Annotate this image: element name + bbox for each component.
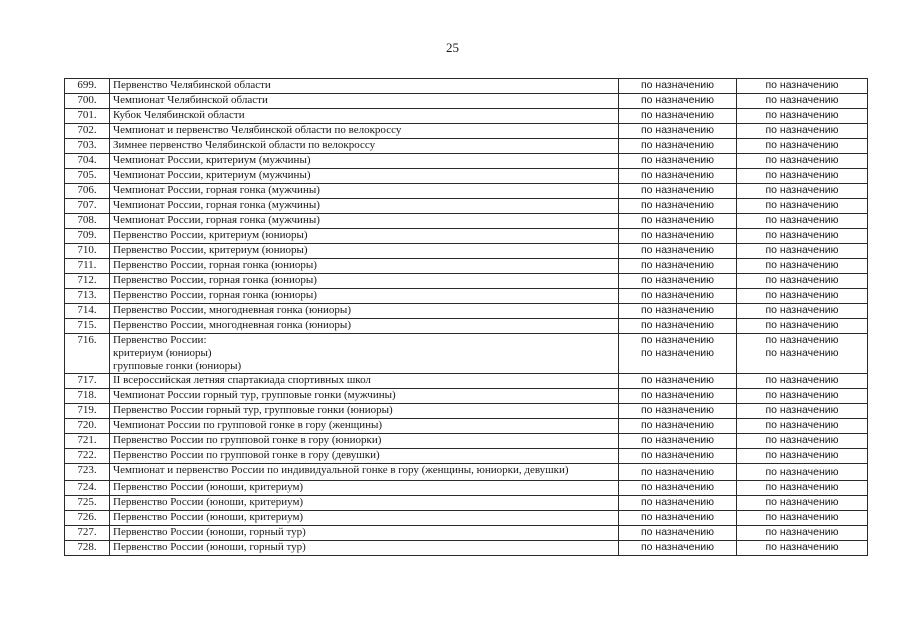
row-name: Чемпионат России по групповой гонке в гору (женщины): [110, 419, 619, 434]
row-col2: по назначению: [737, 419, 868, 434]
table-row: [65, 79, 868, 94]
row-name: II всероссийская летняя спартакиада спортивных школ: [110, 374, 619, 389]
row-col1: по назначению: [619, 229, 737, 244]
row-name: Чемпионат России горный тур, групповые гонки (мужчины): [110, 389, 619, 404]
row-col1: по назначению: [619, 404, 737, 419]
row-name-line: групповые гонки (юниоры): [113, 360, 242, 372]
table-section-716: [65, 334, 868, 374]
row-col2: по назначению: [737, 169, 868, 184]
row-number: 708.: [65, 214, 110, 229]
competition-table: [64, 78, 868, 556]
row-col2: по назначению: [737, 214, 868, 229]
row-col2: по назначению: [737, 124, 868, 139]
row-name: Первенство России, критериум (юниоры): [110, 229, 619, 244]
row-col2: по назначению: [737, 79, 868, 94]
row-col2: по назначению: [737, 94, 868, 109]
row-col1: по назначению: [619, 481, 737, 496]
row-col2: по назначению: [737, 199, 868, 214]
row-col2: по назначению: [737, 434, 868, 449]
table-row: [65, 526, 868, 541]
table-row: [65, 274, 868, 289]
table-row: [65, 139, 868, 154]
row-name: Первенство России (юноши, критериум): [110, 496, 619, 511]
row-col1: по назначению: [619, 374, 737, 389]
row-name: Первенство России, горная гонка (юниоры): [110, 289, 619, 304]
row-col1: по назначению: [619, 434, 737, 449]
table-row: [65, 404, 868, 419]
row-name: Первенство России горный тур, групповые гонки (юниоры): [110, 404, 619, 419]
row-col2: по назначению: [737, 481, 868, 496]
row-number: 704.: [65, 154, 110, 169]
row-number: 706.: [65, 184, 110, 199]
row-number: 700.: [65, 94, 110, 109]
row-col1: по назначению: [619, 199, 737, 214]
row-name-line: критериум (юниоры): [113, 347, 212, 359]
row-col1: по назначению: [619, 496, 737, 511]
table-row: [65, 434, 868, 449]
row-col1: по назначению: [619, 274, 737, 289]
row-number: 722.: [65, 449, 110, 464]
row-name: Первенство России, горная гонка (юниоры): [110, 274, 619, 289]
row-number: 709.: [65, 229, 110, 244]
row-name: Чемпионат России, критериум (мужчины): [110, 154, 619, 169]
row-col1: по назначению: [619, 259, 737, 274]
row-number: 711.: [65, 259, 110, 274]
table-row: [65, 94, 868, 109]
row-col2: по назначению: [737, 304, 868, 319]
row-number: 714.: [65, 304, 110, 319]
table-row: [65, 169, 868, 184]
row-name: Первенство России по групповой гонке в гору (девушки): [110, 449, 619, 464]
row-name: Зимнее первенство Челябинской области по велокроссу: [110, 139, 619, 154]
row-col2: по назначению: [737, 464, 868, 481]
table-row: [65, 259, 868, 274]
row-col1: по назначению: [619, 154, 737, 169]
row-col1: по назначению: [619, 289, 737, 304]
row-col2: по назначению: [737, 289, 868, 304]
table-row: [65, 214, 868, 229]
table-row: [65, 464, 868, 481]
table-row: [65, 511, 868, 526]
row-col2: по назначению: [737, 319, 868, 334]
row-name: Первенство России, критериум (юниоры): [110, 244, 619, 259]
row-number: 712.: [65, 274, 110, 289]
row-col1: по назначению: [619, 244, 737, 259]
table-section-a: [65, 79, 868, 334]
row-col2: по назначению: [737, 496, 868, 511]
row-number: 725.: [65, 496, 110, 511]
row-col1: по назначению: [619, 214, 737, 229]
row-col1: по назначению: [619, 319, 737, 334]
table-section-723: [65, 464, 868, 481]
row-col1: по назначению: [619, 389, 737, 404]
row-col1: по назначению: [619, 124, 737, 139]
row-number: 701.: [65, 109, 110, 124]
row-col1: по назначению: [619, 169, 737, 184]
row-name-line: Первенство России:: [113, 334, 207, 346]
row-col2: по назначению: [737, 154, 868, 169]
row-col1: по назначению: [619, 79, 737, 94]
row-number: 703.: [65, 139, 110, 154]
row-name: Чемпионат России, критериум (мужчины): [110, 169, 619, 184]
row-number: 702.: [65, 124, 110, 139]
row-number: 699.: [65, 79, 110, 94]
row-name: Чемпионат России, горная гонка (мужчины): [110, 214, 619, 229]
row-col1: [619, 334, 737, 374]
row-number: 710.: [65, 244, 110, 259]
table-row: [65, 389, 868, 404]
table-row: [65, 334, 868, 374]
row-col1: по назначению: [619, 464, 737, 481]
table-section-c: [65, 481, 868, 556]
table-row: [65, 199, 868, 214]
row-col1: по назначению: [619, 541, 737, 556]
row-number: 728.: [65, 541, 110, 556]
row-col1: по назначению: [619, 109, 737, 124]
row-col2: по назначению: [737, 449, 868, 464]
table-row: [65, 124, 868, 139]
table-row: [65, 184, 868, 199]
row-col2: по назначению: [737, 374, 868, 389]
row-number: 726.: [65, 511, 110, 526]
row-number: 718.: [65, 389, 110, 404]
row-name: [110, 334, 619, 374]
table-row: [65, 419, 868, 434]
row-col2: по назначению: [737, 404, 868, 419]
row-name: Чемпионат и первенство России по индивидуальной гонке в гору (женщины, юниорки, девушки): [110, 464, 619, 481]
row-number: 721.: [65, 434, 110, 449]
row-name: Чемпионат России, горная гонка (мужчины): [110, 199, 619, 214]
row-name: Чемпионат России, горная гонка (мужчины): [110, 184, 619, 199]
row-number: 713.: [65, 289, 110, 304]
row-col2-line: по назначению: [765, 347, 839, 359]
row-name: Первенство Челябинской области: [110, 79, 619, 94]
row-col2: [737, 334, 868, 374]
row-number: 717.: [65, 374, 110, 389]
row-name: Первенство России (юноши, критериум): [110, 481, 619, 496]
row-number: 727.: [65, 526, 110, 541]
row-col2: по назначению: [737, 511, 868, 526]
row-col1: по назначению: [619, 94, 737, 109]
table-row: [65, 449, 868, 464]
table-row: [65, 481, 868, 496]
row-col1: по назначению: [619, 526, 737, 541]
row-col2-line: по назначению: [765, 334, 839, 346]
table-row: [65, 304, 868, 319]
row-number: 716.: [65, 334, 110, 374]
row-col2: по назначению: [737, 274, 868, 289]
row-col2: по назначению: [737, 259, 868, 274]
row-name: Первенство России (юноши, горный тур): [110, 541, 619, 556]
row-col2: по назначению: [737, 184, 868, 199]
row-col1: по назначению: [619, 419, 737, 434]
table-row: [65, 289, 868, 304]
table-row: [65, 244, 868, 259]
row-name: Первенство России по групповой гонке в гору (юниорки): [110, 434, 619, 449]
row-col2: по назначению: [737, 229, 868, 244]
table-row: [65, 541, 868, 556]
row-number: 720.: [65, 419, 110, 434]
row-col1: по назначению: [619, 184, 737, 199]
table-row: [65, 154, 868, 169]
row-col1: по назначению: [619, 139, 737, 154]
row-number: 707.: [65, 199, 110, 214]
table-row: [65, 319, 868, 334]
row-number: 715.: [65, 319, 110, 334]
row-col2: по назначению: [737, 109, 868, 124]
row-col1: по назначению: [619, 511, 737, 526]
row-name: Первенство России (юноши, критериум): [110, 511, 619, 526]
row-number: 719.: [65, 404, 110, 419]
table-row: [65, 496, 868, 511]
row-col1-line: по назначению: [640, 347, 715, 359]
row-col2: по назначению: [737, 526, 868, 541]
row-name: Первенство России, многодневная гонка (юниоры): [110, 319, 619, 334]
table-section-b: [65, 374, 868, 464]
row-col1: по назначению: [619, 449, 737, 464]
row-col2: по назначению: [737, 541, 868, 556]
row-number: 724.: [65, 481, 110, 496]
row-number: 723.: [65, 464, 110, 481]
row-name: Чемпионат Челябинской области: [110, 94, 619, 109]
row-number: 705.: [65, 169, 110, 184]
row-name: Первенство России, горная гонка (юниоры): [110, 259, 619, 274]
row-name: Первенство России, многодневная гонка (юниоры): [110, 304, 619, 319]
row-col2: по назначению: [737, 389, 868, 404]
row-col2: по назначению: [737, 244, 868, 259]
table-row: [65, 109, 868, 124]
row-col2: по назначению: [737, 139, 868, 154]
row-col1: по назначению: [619, 304, 737, 319]
row-name: Чемпионат и первенство Челябинской области по велокроссу: [110, 124, 619, 139]
page-number: 25: [446, 40, 459, 55]
row-name: Кубок Челябинской области: [110, 109, 619, 124]
row-col1-line: по назначению: [640, 334, 715, 346]
row-name: Первенство России (юноши, горный тур): [110, 526, 619, 541]
table-row: [65, 374, 868, 389]
table-row: [65, 229, 868, 244]
